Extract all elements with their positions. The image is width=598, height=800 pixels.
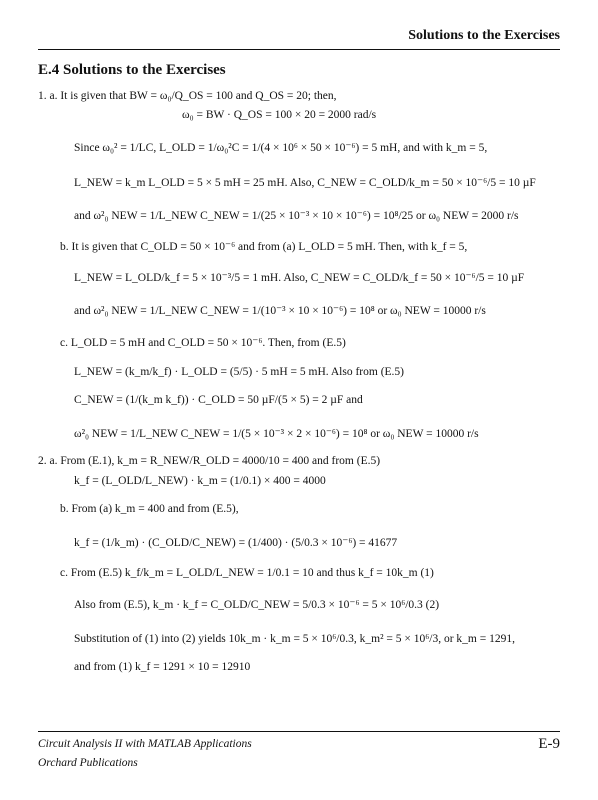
footer-publisher: Orchard Publications [38,757,138,769]
solution-line: Also from (E.5), k_m · k_f = C_OLD/C_NEW = 5/0.3 × 10⁻⁶ = 5 × 10⁶/0.3 (2) [74,599,440,611]
section-heading: E.4 Solutions to the Exercises [38,62,226,78]
solution-line: L_NEW = L_OLD/k_f = 5 × 10⁻³/5 = 1 mH. Also, C_NEW = C_OLD/k_f = 50 × 10⁻⁶/5 = 10 µF [74,272,525,284]
solution-line: and ω²₀ NEW = 1/L_NEW C_NEW = 1/(10⁻³ × 10 × 10⁻⁶) = 10⁸ or ω₀ NEW = 10000 r/s [74,305,486,317]
solution-line: and ω²₀ NEW = 1/L_NEW C_NEW = 1/(25 × 10⁻³ × 10 × 10⁻⁶) = 10⁸/25 or ω₀ NEW = 2000 r/s [74,210,519,222]
footer-book-title: Circuit Analysis II with MATLAB Applications [38,738,252,750]
solution-line: c. From (E.5) k_f/k_m = L_OLD/L_NEW = 1/0.1 = 10 and thus k_f = 10k_m (1) [60,567,434,579]
solution-line: 2. a. From (E.1), k_m = R_NEW/R_OLD = 4000/10 = 400 and from (E.5) [38,455,381,467]
solution-line: 1. a. It is given that BW = ω₀/Q_OS = 100 and Q_OS = 20; then, [38,90,337,102]
solution-line: b. From (a) k_m = 400 and from (E.5), [60,503,239,515]
footer-page-number: E-9 [538,736,560,752]
header-rule [38,49,560,50]
solution-line: C_NEW = (1/(k_m k_f)) · C_OLD = 50 µF/(5 × 5) = 2 µF and [74,394,363,406]
solution-line: b. It is given that C_OLD = 50 × 10⁻⁶ and from (a) L_OLD = 5 mH. Then, with k_f = 5, [60,241,468,253]
solution-line: k_f = (1/k_m) · (C_OLD/C_NEW) = (1/400) · (5/0.3 × 10⁻⁶) = 41677 [74,537,398,549]
solution-line: k_f = (L_OLD/L_NEW) · k_m = (1/0.1) × 400 = 4000 [74,475,326,487]
running-header-title: Solutions to the Exercises [408,28,560,43]
solution-line: ω²₀ NEW = 1/L_NEW C_NEW = 1/(5 × 10⁻³ × 2 × 10⁻⁶) = 10⁸ or ω₀ NEW = 10000 r/s [74,428,479,440]
footer-rule [38,731,560,732]
solution-line: ω₀ = BW · Q_OS = 100 × 20 = 2000 rad/s [182,109,377,121]
solution-line: and from (1) k_f = 1291 × 10 = 12910 [74,661,251,673]
solution-line: L_NEW = (k_m/k_f) · L_OLD = (5/5) · 5 mH = 5 mH. Also from (E.5) [74,366,405,378]
solution-line: c. L_OLD = 5 mH and C_OLD = 50 × 10⁻⁶. Then, from (E.5) [60,337,346,349]
solution-line: Substitution of (1) into (2) yields 10k_m · k_m = 5 × 10⁶/0.3, k_m² = 5 × 10⁶/3, or k_m = 1291, [74,633,515,645]
solution-line: Since ω₀² = 1/LC, L_OLD = 1/ω₀²C = 1/(4 × 10⁶ × 50 × 10⁻⁶) = 5 mH, and with k_m = 5, [74,142,488,154]
solution-line: L_NEW = k_m L_OLD = 5 × 5 mH = 25 mH. Also, C_NEW = C_OLD/k_m = 50 × 10⁻⁶/5 = 10 µF [74,177,536,189]
